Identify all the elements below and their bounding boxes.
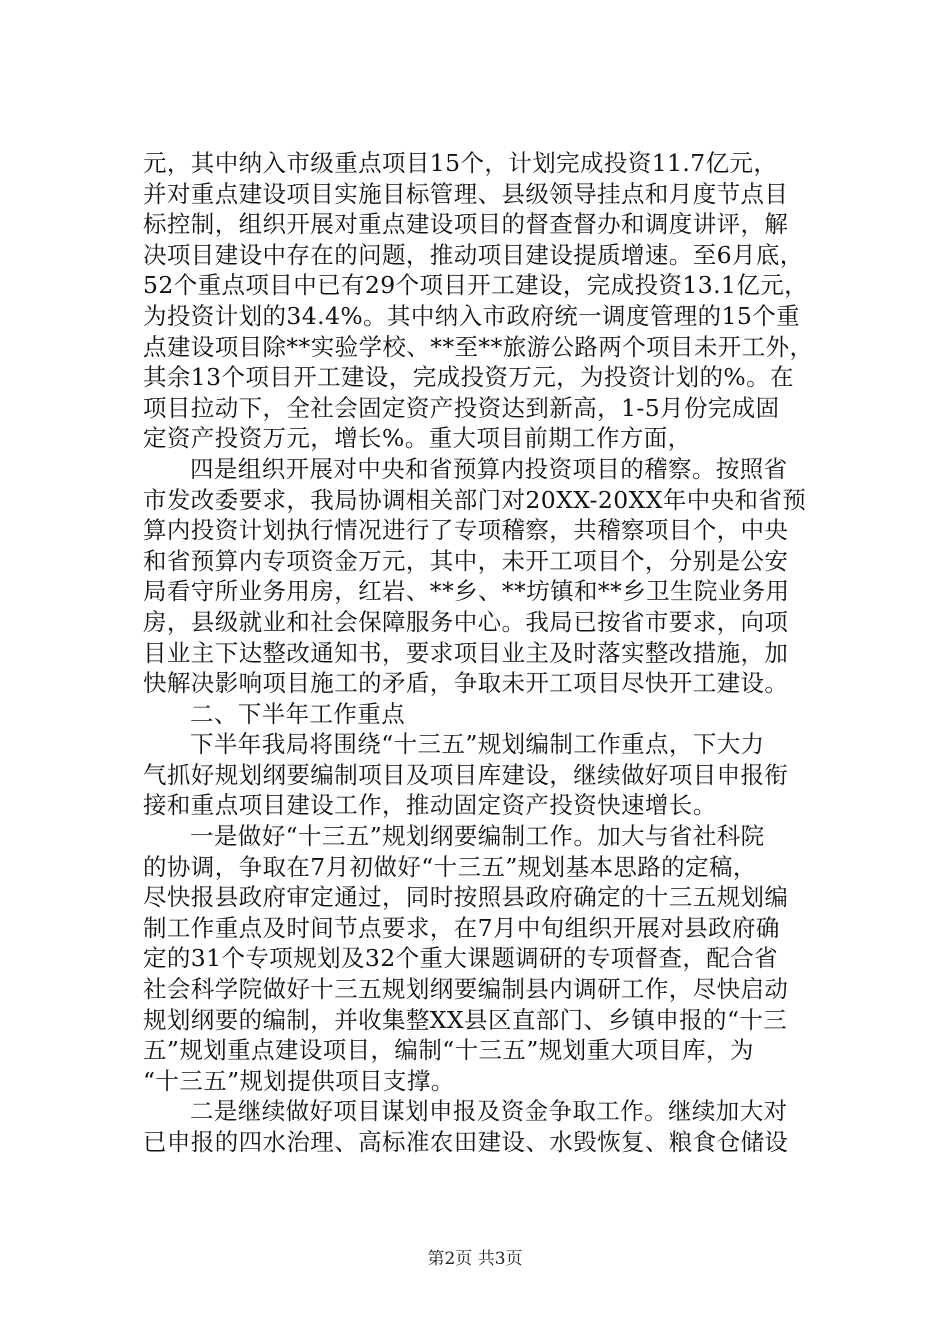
paragraph-line: 52个重点项目中已有29个项目开工建设，完成投资13.1亿元，	[143, 271, 809, 300]
paragraph-first-line: 下半年我局将围绕“十三五”规划编制工作重点，下大力	[190, 730, 765, 759]
paragraph-first-line: 二是继续做好项目谋划申报及资金争取工作。继续加大对	[190, 1097, 788, 1126]
paragraph-line: 决项目建设中存在的问题，推动项目建设提质增速。至6月底，	[143, 240, 804, 269]
paragraph-line: 和省预算内专项资金万元，其中，未开工项目个，分别是公安	[143, 546, 789, 575]
paragraph-line: 为投资计划的34.4%。其中纳入市政府统一调度管理的15个重	[143, 301, 801, 330]
paragraph-line: 已申报的四水治理、高标准农田建设、水毁恢复、粮食仓储设	[143, 1128, 789, 1156]
paragraph-line: 接和重点项目建设工作，推动固定资产投资快速增长。	[143, 791, 717, 820]
paragraph-line: 项目拉动下，全社会固定资产投资达到新高，1-5月份完成固	[143, 393, 780, 422]
paragraph-line: 定资产投资万元，增长%。重大项目前期工作方面，	[143, 424, 692, 453]
document-body	[143, 148, 823, 1158]
paragraph-line: 尽快报县政府审定通过，同时按照县政府确定的十三五规划编	[143, 883, 789, 912]
paragraph-first-line: 四是组织开展对中央和省预算内投资项目的稽察。按照省	[190, 454, 788, 483]
paragraph-line: 房，县级就业和社会保障服务中心。我局已按省市要求，向项	[143, 607, 789, 636]
paragraph-line: 规划纲要的编制，并收集整XX县区直部门、乡镇申报的“十三	[143, 1005, 788, 1034]
paragraph-line: 社会科学院做好十三五规划纲要编制县内调研工作，尽快启动	[143, 975, 789, 1004]
paragraph-first-line: 一是做好“十三五”规划纲要编制工作。加大与省社科院	[190, 822, 765, 851]
paragraph-line: “十三五”规划提供项目支撑。	[143, 1066, 455, 1095]
paragraph-line: 的协调，争取在7月初做好“十三五”规划基本思路的定稿，	[143, 852, 757, 881]
paragraph-line: 局看守所业务用房，红岩、**乡、**坊镇和**乡卫生院业务用	[143, 577, 790, 606]
paragraph-line: 市发改委要求，我局协调相关部门对20XX-20XX年中央和省预	[143, 485, 807, 514]
paragraph-line: 标控制，组织开展对重点建设项目的督查督办和调度讲评，解	[143, 210, 789, 239]
paragraph-line: 目业主下达整改通知书，要求项目业主及时落实整改措施，加	[143, 638, 789, 667]
paragraph-first-line: 二、下半年工作重点	[190, 699, 406, 728]
paragraph-line: 算内投资计划执行情况进行了专项稽察，共稽察项目个，中央	[143, 516, 789, 545]
paragraph-line: 五”规划重点建设项目，编制“十三五”规划重大项目库，为	[143, 1036, 754, 1065]
paragraph-line: 并对重点建设项目实施目标管理、县级领导挂点和月度节点目	[143, 179, 789, 208]
paragraph-line: 快解决影响项目施工的矛盾，争取未开工项目尽快开工建设。	[143, 669, 789, 698]
paragraph-line: 元，其中纳入市级重点项目15个，计划完成投资11.7亿元，	[143, 149, 778, 177]
paragraph-line: 点建设项目除**实验学校、**至**旅游公路两个项目未开工外，	[143, 332, 814, 361]
page-footer: 第2页 共3页	[427, 1249, 523, 1269]
paragraph-line: 制工作重点及时间节点要求，在7月中旬组织开展对县政府确	[143, 913, 780, 942]
paragraph-line: 定的31个专项规划及32个重大课题调研的专项督查，配合省	[143, 944, 779, 973]
paragraph-line: 其余13个项目开工建设，完成投资万元，为投资计划的%。在	[143, 363, 794, 392]
paragraph-line: 气抓好规划纲要编制项目及项目库建设，继续做好项目申报衔	[143, 760, 789, 789]
